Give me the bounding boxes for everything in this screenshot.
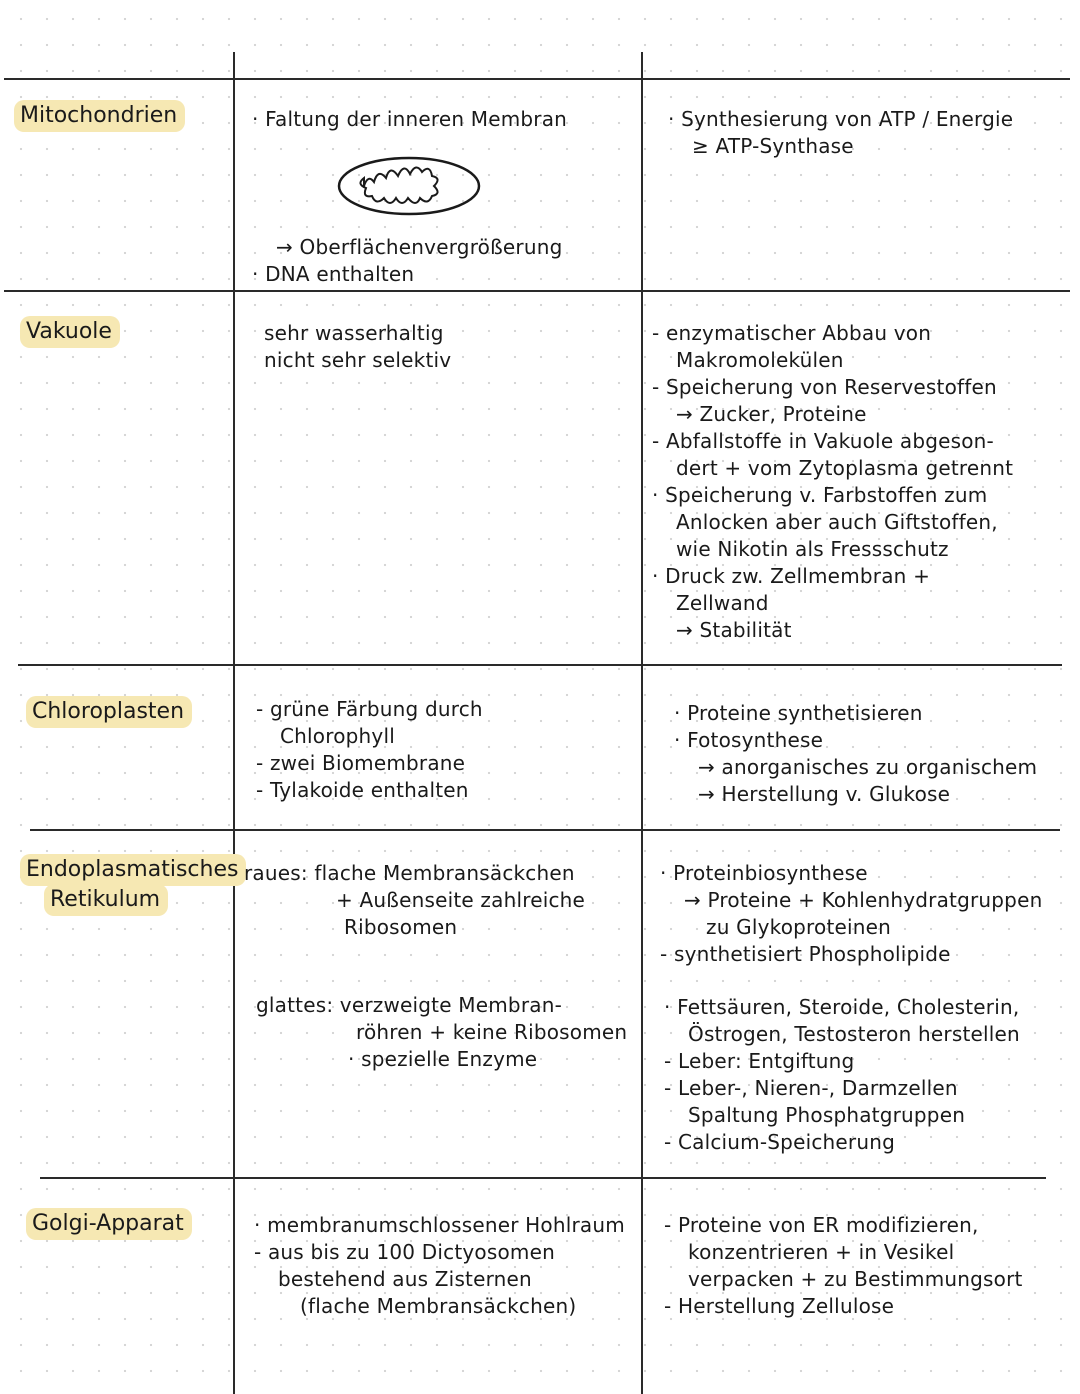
function-line: ≥ ATP-Synthase (692, 134, 854, 158)
mitochondrion-sketch (334, 152, 484, 220)
function-line: · Proteine synthetisieren (674, 701, 923, 725)
structure-line: raues: flache Membransäckchen (244, 861, 575, 885)
function-line: · Speicherung v. Farbstoffen zum (652, 483, 988, 507)
function-line: Makromolekülen (676, 348, 844, 372)
function-line: → Stabilität (676, 618, 792, 642)
structure-line: + Außenseite zahlreiche (336, 888, 586, 912)
er-smooth-function (664, 994, 1020, 1156)
organelle-label-mitochondrien: Mitochondrien (14, 104, 185, 128)
function-line: - Calcium-Speicherung (664, 1130, 895, 1154)
function-line: · Fettsäuren, Steroide, Cholesterin, (664, 995, 1020, 1019)
vakuole-function (652, 320, 1013, 644)
column-divider-left (233, 52, 235, 1394)
function-line: Zellwand (676, 591, 769, 615)
organelle-label-golgi: Golgi-Apparat (26, 1212, 192, 1236)
function-line: - Leber-, Nieren-, Darmzellen (664, 1076, 958, 1100)
function-line: Anlocken aber auch Giftstoffen, (676, 510, 998, 534)
structure-line: Chlorophyll (280, 724, 395, 748)
structure-line: bestehend aus Zisternen (278, 1267, 532, 1291)
function-line: - synthetisiert Phospholipide (660, 942, 951, 966)
function-line: Östrogen, Testosteron herstellen (688, 1022, 1020, 1046)
function-line: · Proteinbiosynthese (660, 861, 868, 885)
function-line: zu Glykoproteinen (706, 915, 892, 939)
function-line: konzentrieren + in Vesikel (688, 1240, 955, 1264)
organelle-label-chloroplasten: Chloroplasten (26, 700, 192, 724)
row-divider-2 (18, 664, 1062, 666)
row-divider-1 (4, 290, 1070, 292)
function-line: · Fotosynthese (674, 728, 824, 752)
structure-line: sehr wasserhaltig (264, 321, 444, 345)
function-line: → Herstellung v. Glukose (698, 782, 951, 806)
function-line: - Speicherung von Reservestoffen (652, 375, 997, 399)
vakuole-structure (264, 320, 451, 374)
structure-line: nicht sehr selektiv (264, 348, 452, 372)
organelle-label-er: Endoplasmatisches (20, 858, 246, 882)
row-divider-4 (40, 1177, 1046, 1179)
column-divider-right (641, 52, 643, 1394)
function-line: - Proteine von ER modifizieren, (664, 1213, 979, 1237)
structure-line: röhren + keine Ribosomen (356, 1020, 628, 1044)
structure-line: Ribosomen (344, 915, 458, 939)
function-line: · Synthesierung von ATP / Energie (668, 107, 1014, 131)
structure-line: · DNA enthalten (252, 262, 415, 286)
structure-line: (flache Membransäckchen) (300, 1294, 577, 1318)
structure-line: · spezielle Enzyme (348, 1047, 538, 1071)
function-line: - Herstellung Zellulose (664, 1294, 895, 1318)
row-divider-3 (30, 829, 1060, 831)
er-rough-function (660, 860, 1042, 968)
function-line: · Druck zw. Zellmembran + (652, 564, 931, 588)
function-line: verpacken + zu Bestimmungsort (688, 1267, 1023, 1291)
function-line: → Proteine + Kohlenhydratgruppen (684, 888, 1043, 912)
function-line: - Leber: Entgiftung (664, 1049, 855, 1073)
structure-line: - Tylakoide enthalten (256, 778, 469, 802)
mitochondrien-structure (252, 106, 567, 133)
function-line: wie Nikotin als Fressschutz (676, 537, 949, 561)
golgi-function (664, 1212, 1023, 1320)
structure-line: - aus bis zu 100 Dictyosomen (254, 1240, 555, 1264)
chloroplasten-structure (256, 696, 483, 804)
structure-line: glattes: verzweigte Membran- (256, 993, 563, 1017)
organelle-label-vakuole: Vakuole (20, 320, 120, 344)
er-smooth-structure (256, 992, 627, 1073)
chloroplasten-function (674, 700, 1037, 808)
mitochondrien-function (668, 106, 1013, 160)
structure-line: → Oberflächenvergrößerung (276, 235, 563, 259)
table-top-rule (4, 78, 1070, 80)
function-line: - Abfallstoffe in Vakuole abgeson- (652, 429, 994, 453)
organelle-label-er-2: Retikulum (44, 888, 168, 912)
structure-line: - grüne Färbung durch (256, 697, 483, 721)
mitochondrien-structure-notes (252, 234, 562, 288)
function-line: Spaltung Phosphatgruppen (688, 1103, 966, 1127)
structure-line: - zwei Biomembrane (256, 751, 466, 775)
golgi-structure (254, 1212, 625, 1320)
function-line: - enzymatischer Abbau von (652, 321, 932, 345)
function-line: → anorganisches zu organischem (698, 755, 1038, 779)
function-line: → Zucker, Proteine (676, 402, 867, 426)
er-rough-structure (244, 860, 585, 941)
structure-line: · Faltung der inneren Membran (252, 107, 568, 131)
function-line: dert + vom Zytoplasma getrennt (676, 456, 1014, 480)
structure-line: · membranumschlossener Hohlraum (254, 1213, 625, 1237)
